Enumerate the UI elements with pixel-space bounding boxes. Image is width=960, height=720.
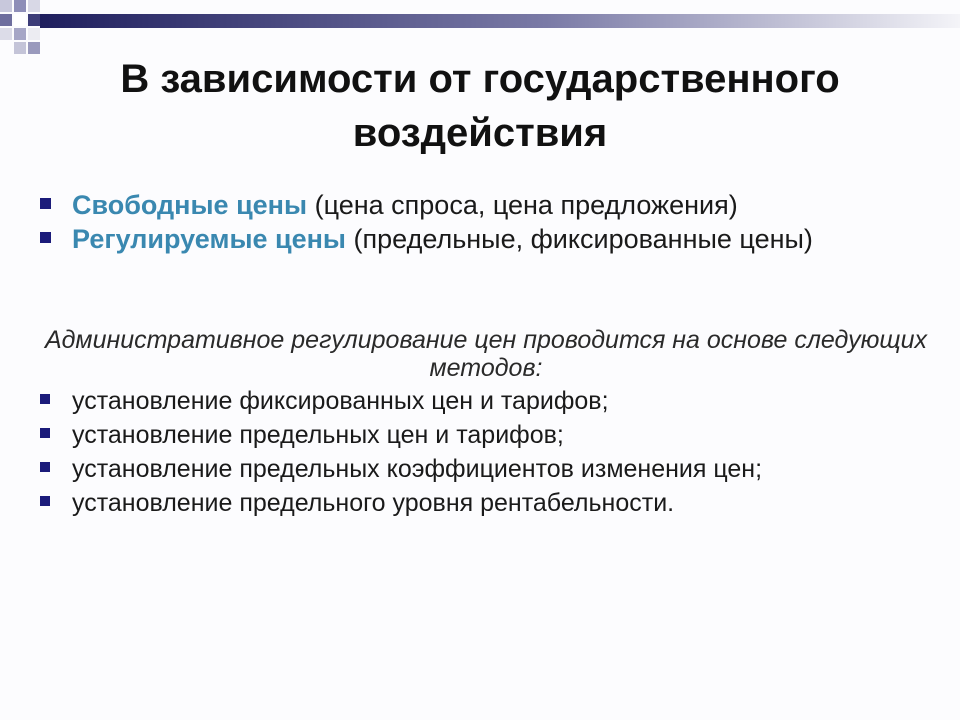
term-free-prices: Свободные цены	[72, 190, 308, 220]
deco-square	[14, 0, 26, 12]
method-text: установление фиксированных цен и тарифов;	[72, 387, 609, 415]
header-gradient-bar	[40, 14, 960, 28]
deco-square	[28, 0, 40, 12]
square-bullet-icon	[40, 462, 50, 472]
header-decoration	[0, 0, 960, 60]
deco-square	[28, 28, 40, 40]
methods-intro-note: Административное регулирование цен проводится на основе следующих методов:	[44, 326, 928, 382]
list-item	[36, 420, 916, 450]
list-item	[36, 454, 916, 484]
list-item	[36, 190, 916, 220]
term-regulated-prices: Регулируемые цены	[72, 224, 346, 254]
deco-square	[0, 14, 12, 26]
deco-square	[28, 14, 40, 26]
methods-list	[36, 386, 916, 522]
method-text: установление предельных коэффициентов изменения цен;	[72, 455, 763, 483]
deco-square	[14, 28, 26, 40]
term-detail: (предельные, фиксированные цены)	[353, 224, 813, 254]
list-item	[36, 386, 916, 416]
list-item	[36, 488, 916, 518]
deco-square	[0, 28, 12, 40]
square-bullet-icon	[40, 232, 51, 243]
term-detail: (цена спроса, цена предложения)	[314, 190, 738, 220]
slide-title: В зависимости от государственного воздействия	[120, 57, 840, 155]
deco-square	[0, 0, 12, 12]
price-types-list	[36, 190, 916, 258]
deco-square	[14, 14, 26, 26]
list-item	[36, 224, 916, 254]
square-bullet-icon	[40, 198, 51, 209]
square-bullet-icon	[40, 394, 50, 404]
square-bullet-icon	[40, 428, 50, 438]
method-text: установление предельного уровня рентабельности.	[72, 489, 675, 517]
method-text: установление предельных цен и тарифов;	[72, 421, 564, 449]
square-bullet-icon	[40, 496, 50, 506]
